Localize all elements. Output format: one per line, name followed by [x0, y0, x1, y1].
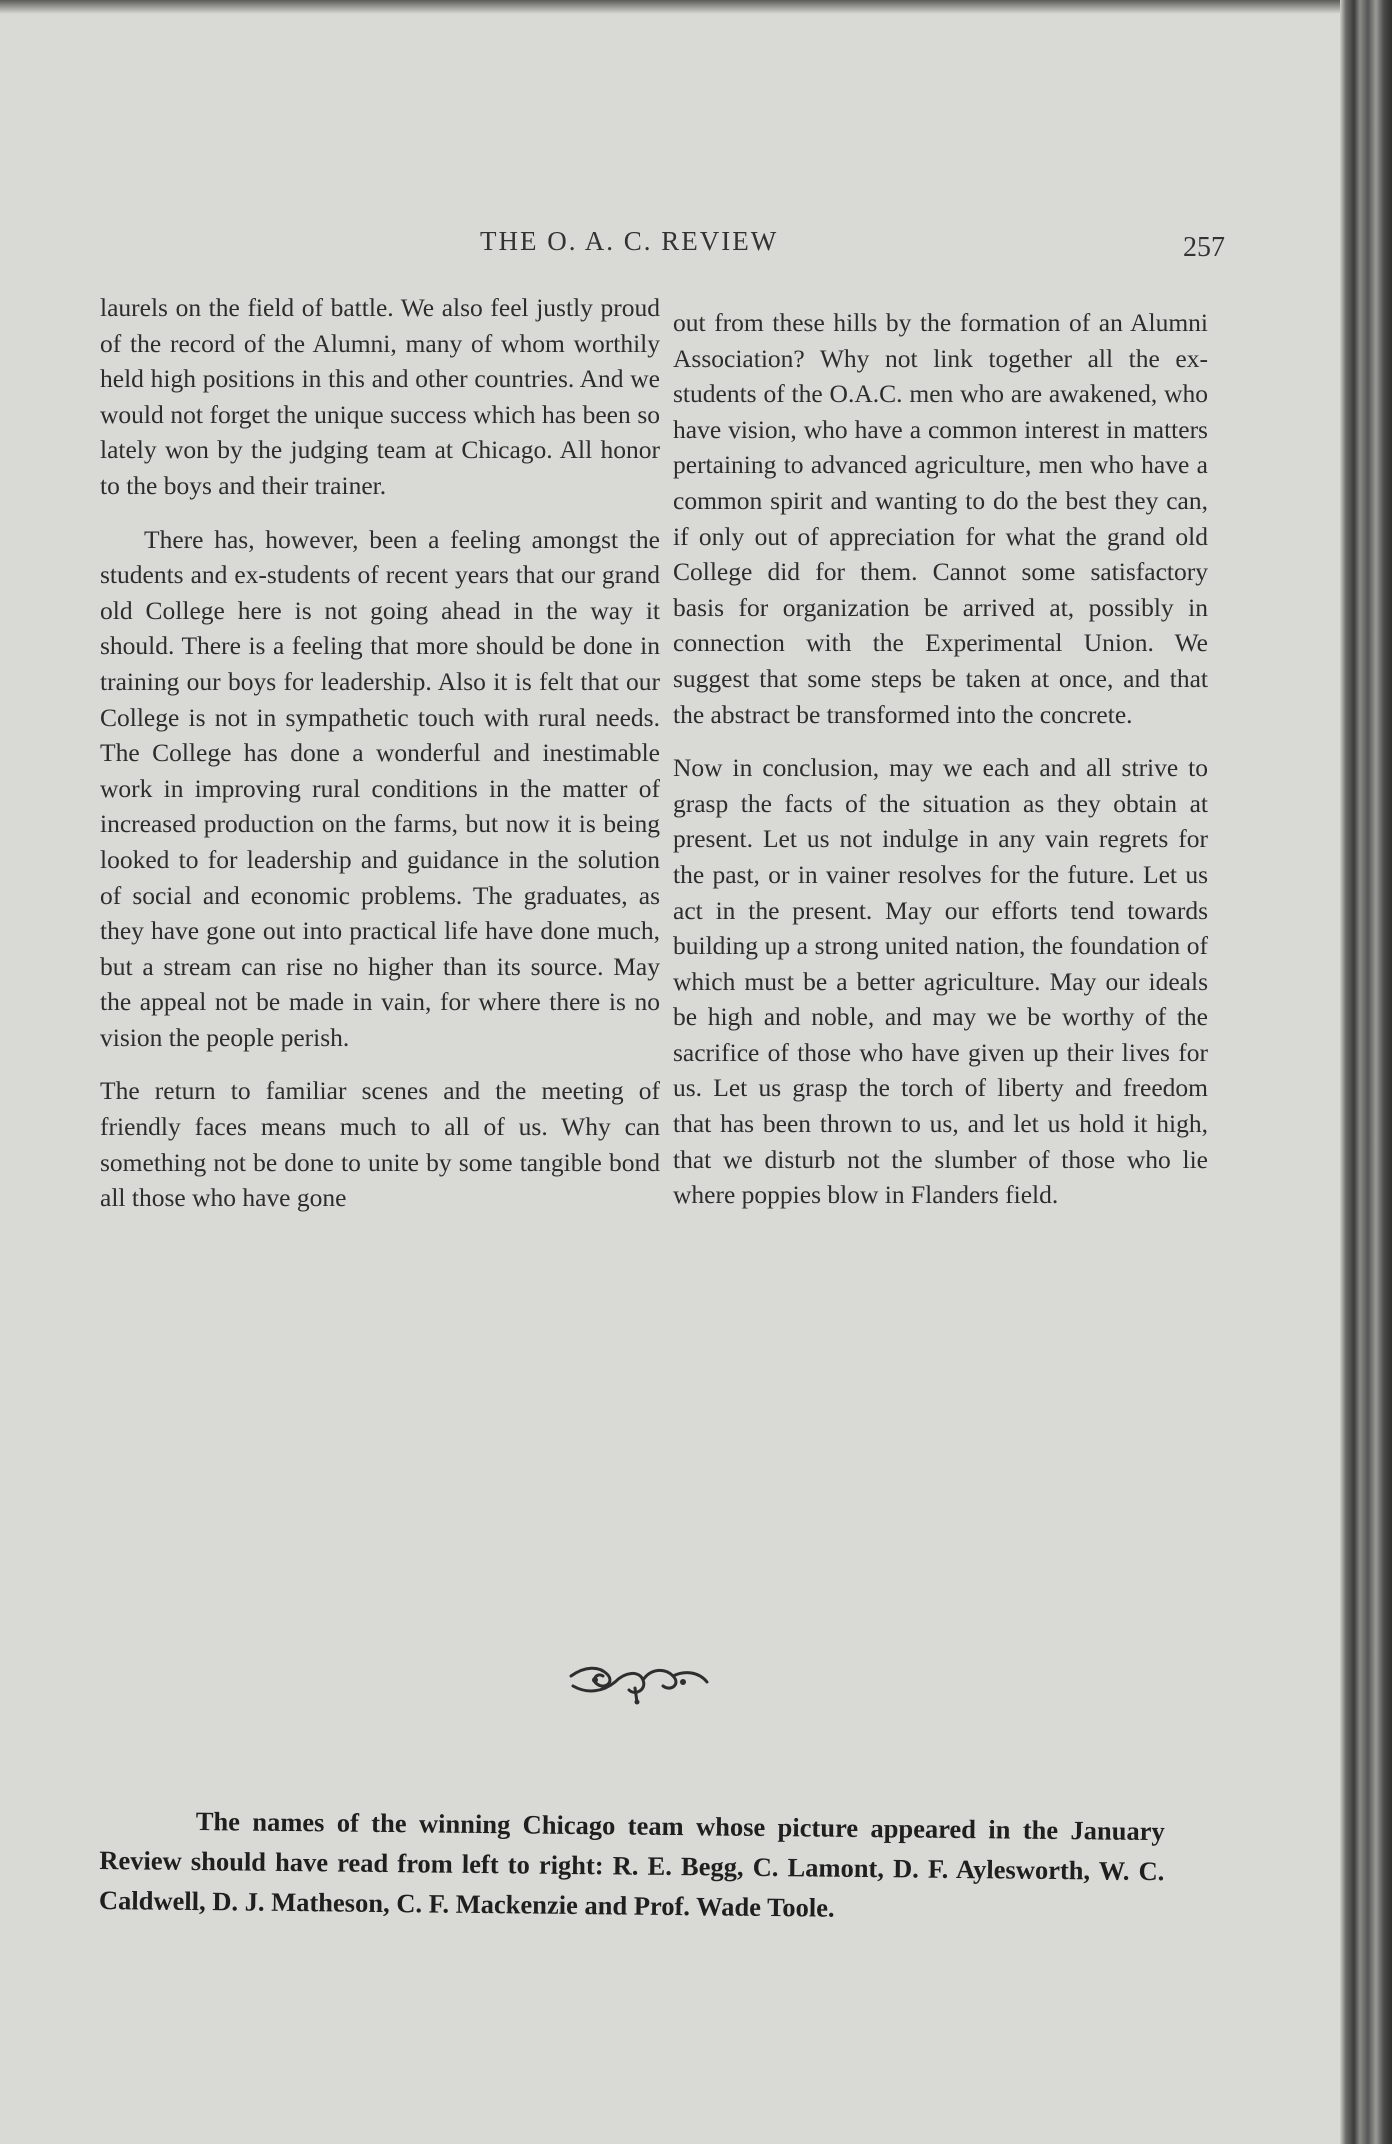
- running-header: [100, 226, 1225, 276]
- paragraph: laurels on the field of battle. We also feel justly proud of the record of the Alumni, many of whom worthily held high positions in this and other countries. And we would not forget the unique success which has been so lately won by the judging team at Chicago. All honor to the boys and their trainer.: [100, 293, 660, 500]
- note-text: The names of the winning Chicago team whose picture appeared in the January Review should have read from left to right: R. E. Begg, C. Lamont, D. F. Aylesworth, W. C. Caldwell, D. J. Matheson, C. F. Mackenzie and Prof. Wade Toole.: [98, 1806, 1165, 1923]
- decorative-scroll-ornament-icon: [565, 1658, 715, 1706]
- running-title: THE O. A. C. REVIEW: [480, 226, 779, 256]
- book-spine-edge: [1340, 0, 1392, 2144]
- correction-note: [99, 1800, 1165, 1931]
- paragraph: Now in conclusion, may we each and all strive to grasp the facts of the situation as they obtain at present. Let us not indulge in any vain regrets for the past, or in vainer resolves for the future. Let us act in the present. May our efforts tend towards building up a strong united nation, the foundation of which must be a better agriculture. May our ideals be high and noble, and may we be worthy of the sacrifice of those who have given up their lives for us. Let us grasp the torch of liberty and freedom that has been thrown to us, and let us hold it high, that we disturb not the slumber of those who lie where poppies blow in Flanders field.: [673, 753, 1208, 1210]
- paragraph: There has, however, been a feeling amongst the students and ex-students of recent years that our grand old College here is not going ahead in the way it should. There is a feeling that more should be done in training our boys for leadership. Also it is felt that our College is not in sympathetic touch with rural needs. The College has done a wonderful and inestimable work in improving rural conditions in the matter of increased production on the farms, but now it is being looked to for leadership and guidance in the solution of social and economic problems. The graduates, as they have gone out into practical life have done much, but a stream can rise no higher than its source. May the appeal not be made in vain, for where there is no vision the people perish.: [100, 524, 660, 1052]
- right-column: [673, 305, 1208, 1231]
- paragraph: out from these hills by the formation of an Alumni Association? Why not link together all the ex-students of the O.A.C. men who are awakened, who have vision, who have a common interest in matters pertaining to advanced agriculture, men who have a common spirit and wanting to do the best they can, if only out of appreciation for what the grand old College did for them. Cannot some satisfactory basis for organization be arrived at, possibly in connection with the Experimental Union. We suggest that some steps be taken at once, and that the abstract be transformed into the concrete.: [673, 308, 1208, 729]
- page-number: 257: [1183, 232, 1225, 263]
- paragraph: The return to familiar scenes and the meeting of friendly faces means much to all of us. Why can something not be done to unite by some tangible bond all those who have gone: [100, 1076, 660, 1213]
- left-column: [100, 290, 660, 1234]
- scan-top-edge: [0, 0, 1392, 14]
